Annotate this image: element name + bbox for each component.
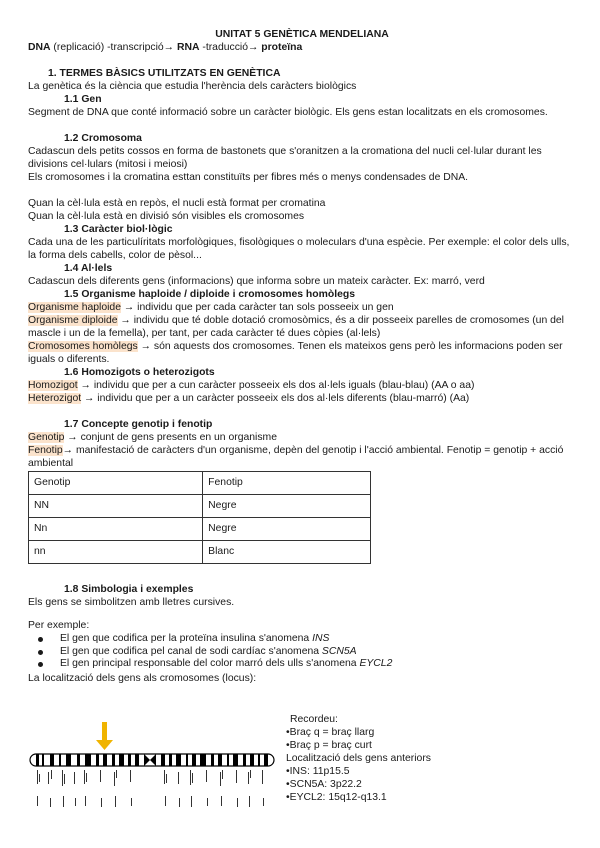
example-text: El gen que codifica per la proteïna insulina s'anomena xyxy=(60,633,313,644)
diploide-line xyxy=(28,315,576,340)
diploide-term: Organisme diploide xyxy=(28,315,118,326)
table-row xyxy=(29,518,371,541)
genotip-text: → conjunt de gens presents en un organisme xyxy=(64,432,277,443)
cromosoma-text-2: Els cromosomes i la cromatina esttan constituïts per fibres més o menys condensades de DNA. xyxy=(28,172,469,183)
table-header-cell: Genotip xyxy=(29,472,203,495)
recordeu-line: Localització dels gens anteriors xyxy=(286,753,431,764)
genotip-heading: 1.7 Concepte genotip i fenotip xyxy=(64,419,213,430)
bullet-icon xyxy=(38,637,43,642)
examples-list xyxy=(28,633,580,671)
fenotip-text: → manifestació de caràcters d'un organisme, depèn del genotip i l'acció ambiental. Fenotip = genotip + acció ambiental xyxy=(28,445,564,469)
table-cell: Negre xyxy=(203,518,371,541)
table-cell: Negre xyxy=(203,495,371,518)
haploide-term: Organisme haploide xyxy=(28,302,121,313)
rna-label: RNA xyxy=(176,42,200,53)
bullet-icon xyxy=(38,650,43,655)
recordeu-line: •Braç p = braç curt xyxy=(286,740,372,751)
table-cell: nn xyxy=(29,541,203,564)
heterozigot-term: Heterozigot xyxy=(28,393,82,404)
table-cell: Blanc xyxy=(203,541,371,564)
alleles-text: Cadascun dels diferents gens (informacions) que informa sobre un mateix caràcter. Ex: marró, verd xyxy=(28,276,485,287)
example-text: El gen principal responsable del color marró dels ulls s'anomena xyxy=(60,658,360,670)
central-dogma-line xyxy=(28,42,576,55)
translation-label: -traducció→ xyxy=(199,42,262,53)
simbologia-heading: 1.8 Simbologia i exemples xyxy=(64,584,194,595)
gene-symbol: EYCL2 xyxy=(359,658,393,670)
gene-symbol: SCN5A xyxy=(321,645,357,657)
table-row xyxy=(29,541,371,564)
gene-symbol: INS xyxy=(312,633,330,644)
genotype-phenotype-table xyxy=(28,471,371,564)
homolegs-line xyxy=(28,341,576,366)
caracter-text: Cada una de les particulíritats morfològiques, fisològiques o moleculars d'una espècie. Per exemple: el color dels ulls, la forma dels cabells, color de pèsol... xyxy=(28,237,570,261)
locus-arrow-icon xyxy=(96,722,113,750)
cromosoma-heading: 1.2 Cromosoma xyxy=(64,133,142,144)
organisme-heading: 1.5 Organisme haploide / diploide i cromosomes homòlegs xyxy=(64,289,356,300)
section-1-heading: 1. TERMES BÀSICS UTILITZATS EN GENÈTICA xyxy=(48,68,281,79)
protein-label: proteïna xyxy=(261,42,303,53)
example-text: El gen que codifica pel canal de sodi cardíac s'anomena xyxy=(60,645,322,657)
locus-text: La localització dels gens als cromosomes (locus): xyxy=(28,673,257,684)
per-exemple-label: Per exemple: xyxy=(28,620,90,631)
dna-label: DNA xyxy=(28,42,51,53)
haploide-line xyxy=(28,302,576,315)
gen-heading: 1.1 Gen xyxy=(64,94,102,105)
genotip-line xyxy=(28,432,576,445)
recordeu-title: Recordeu: xyxy=(290,714,338,725)
genotip-term: Genotip xyxy=(28,432,65,443)
homozigot-text: → individu que per a cun caràcter posseeix els dos al·lels iguals (blau-blau) (AA o aa) xyxy=(77,380,475,391)
section-1-intro: La genètica és la ciència que estudia l'herència dels caràcters biològics xyxy=(28,81,357,92)
diploide-text: → individu que té doble dotació cromosòmics, és a dir posseeix parelles de cromosomes (un del mascle i un de la femella), per tant, per cada caràcter té dues còpies (al·lels) xyxy=(28,315,564,339)
table-cell: Nn xyxy=(29,518,203,541)
homozigots-heading: 1.6 Homozigots o heterozigots xyxy=(64,367,215,378)
table-cell: NN xyxy=(29,495,203,518)
cromosoma-text-3: Quan la cèl·lula està en repòs, el nucli està format per cromatina xyxy=(28,198,326,209)
cromosoma-text-1: Cadascun dels petits cossos en forma de bastonets que s'oranitzen a la cromationa del nucli cel·lular durant les divisions cel·lulars (mitosi i meiosi) xyxy=(28,146,542,170)
haploide-text: → individu que per cada caràcter tan sols posseeix un gen xyxy=(121,302,394,313)
chromosome-bar xyxy=(30,754,274,766)
page-title: UNITAT 5 GENÈTICA MENDELIANA xyxy=(215,29,389,40)
heterozigot-text: → individu que per a un caràcter posseeix els dos al·lels diferents (blau-marró) (Aa) xyxy=(81,393,470,404)
list-item xyxy=(60,633,580,646)
band-labels xyxy=(37,770,264,807)
homolegs-term: Cromosomes homòlegs xyxy=(28,341,138,352)
alleles-heading: 1.4 Al·lels xyxy=(64,263,113,274)
homolegs-text: → són aquests dos cromosomes. Tenen els mateixos gens però les informacions poden ser iguals o diferents. xyxy=(28,341,563,365)
table-header-cell: Fenotip xyxy=(203,472,371,495)
table-row xyxy=(29,495,371,518)
fenotip-term: Fenotip xyxy=(28,445,63,456)
recordeu-line: •EYCL2: 15q12-q13.1 xyxy=(286,792,387,803)
list-item xyxy=(60,658,580,671)
recordeu-line: •INS: 11p15.5 xyxy=(286,766,350,777)
caracter-heading: 1.3 Caràcter biol·lògic xyxy=(64,224,173,235)
simbologia-text: Els gens se simbolitzen amb lletres cursives. xyxy=(28,597,235,608)
replication-transcription-label: (replicació) -transcripció→ xyxy=(50,42,177,53)
fenotip-line xyxy=(28,445,576,470)
list-item xyxy=(60,646,580,659)
homozigot-line xyxy=(28,380,576,393)
homozigot-term: Homozigot xyxy=(28,380,78,391)
cromosoma-text-4: Quan la cèl·lula està en divisió són visibles els cromosomes xyxy=(28,211,305,222)
gen-text: Segment de DNA que conté informació sobre un caràcter biològic. Els gens estan localitzats en els cromosomes. xyxy=(28,107,548,118)
recordeu-box xyxy=(286,713,486,804)
heterozigot-line xyxy=(28,393,576,406)
table-header-row xyxy=(29,472,371,495)
chromosome-ideogram xyxy=(28,722,278,822)
recordeu-line: •Braç q = braç llarg xyxy=(286,727,375,738)
recordeu-line: •SCN5A: 3p22.2 xyxy=(286,779,362,790)
bullet-icon xyxy=(38,662,43,667)
